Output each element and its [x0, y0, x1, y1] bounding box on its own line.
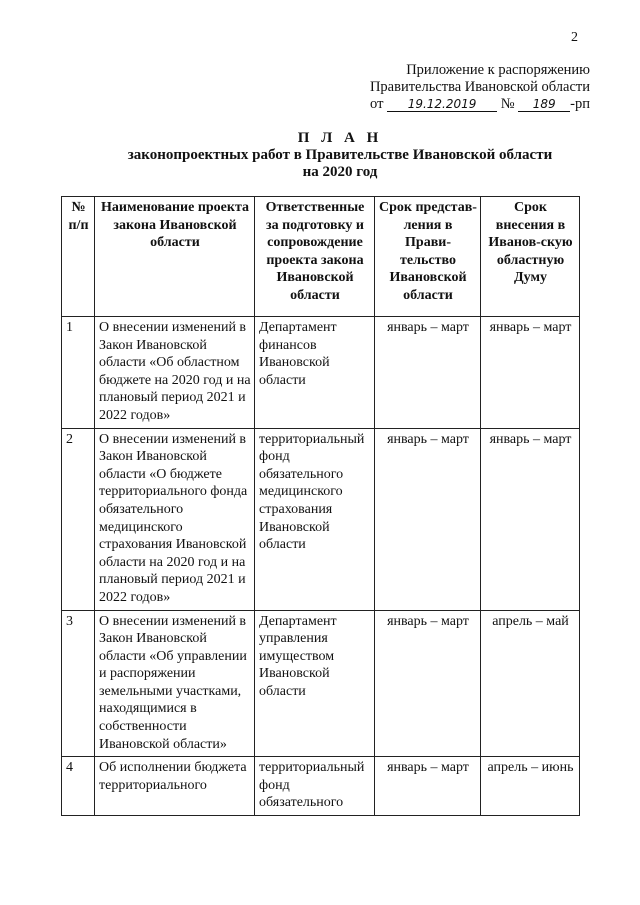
document-title [60, 130, 620, 181]
cell-term-government: январь – март [375, 317, 481, 429]
appendix-line1: Приложение к распоряжению [406, 62, 590, 78]
header-term-government: Срок представ-ления в Прави-тельство Ивановской области [375, 197, 481, 317]
table-row [62, 317, 580, 429]
cell-term-duma: апрель – июнь [481, 757, 580, 816]
header-responsible: Ответственные за подготовку и сопровождение проекта закона Ивановской области [255, 197, 375, 317]
number-prefix: № [500, 96, 515, 112]
cell-num: 2 [62, 428, 95, 610]
header-term-duma: Срок внесения в Иванов-скую областную Думу [481, 197, 580, 317]
page-number: 2 [571, 30, 578, 45]
number-suffix: -рп [570, 96, 590, 112]
cell-num: 4 [62, 757, 95, 816]
plan-table [61, 196, 580, 816]
cell-responsible: Департамент управления имуществом Ивановской области [255, 610, 375, 757]
page-bottom-margin [0, 860, 640, 905]
cell-name: О внесении изменений в Закон Ивановской области «Об управлении и распоряжении земельными участками, находящимися в собственности Ивановской области» [95, 610, 255, 757]
cell-name: О внесении изменений в Закон Ивановской области «О бюджете территориального фонда обязательного медицинского страхования Ивановской области на 2020 год и на плановый период 2021 и 2022 годов» [95, 428, 255, 610]
cell-term-duma: январь – март [481, 317, 580, 429]
header-num: № п/п [62, 197, 95, 317]
header-name: Наименование проекта закона Ивановской области [95, 197, 255, 317]
cell-name: О внесении изменений в Закон Ивановской области «Об областном бюджете на 2020 год и на плановый период 2021 и 2022 годов» [95, 317, 255, 429]
date-prefix: от [370, 96, 384, 112]
handwritten-date: 19.12.2019 [387, 98, 497, 112]
cell-term-government: январь – март [375, 428, 481, 610]
appendix-line2: Правительства Ивановской области [369, 79, 590, 95]
handwritten-number: 189 [518, 98, 570, 112]
table-row [62, 610, 580, 757]
cell-responsible: территориальный фонд обязательного медицинского страхования Ивановской области [255, 428, 375, 610]
cell-responsible: территориальный фонд обязательного [255, 757, 375, 816]
cell-name: Об исполнении бюджета территориального [95, 757, 255, 816]
table-row [62, 428, 580, 610]
table-header-row [62, 197, 580, 317]
cell-responsible: Департамент финансов Ивановской области [255, 317, 375, 429]
title-line3: на 2020 год [302, 164, 378, 180]
table-row [62, 757, 580, 816]
cell-term-duma: январь – март [481, 428, 580, 610]
cell-num: 3 [62, 610, 95, 757]
cell-term-government: январь – март [375, 757, 481, 816]
title-plan: П Л А Н [297, 130, 383, 146]
cell-term-duma: апрель – май [481, 610, 580, 757]
cell-term-government: январь – март [375, 610, 481, 757]
appendix-block [330, 62, 590, 113]
appendix-date-line [330, 96, 590, 113]
title-line2: законопроектных работ в Правительстве Ивановской области [127, 147, 553, 163]
cell-num: 1 [62, 317, 95, 429]
